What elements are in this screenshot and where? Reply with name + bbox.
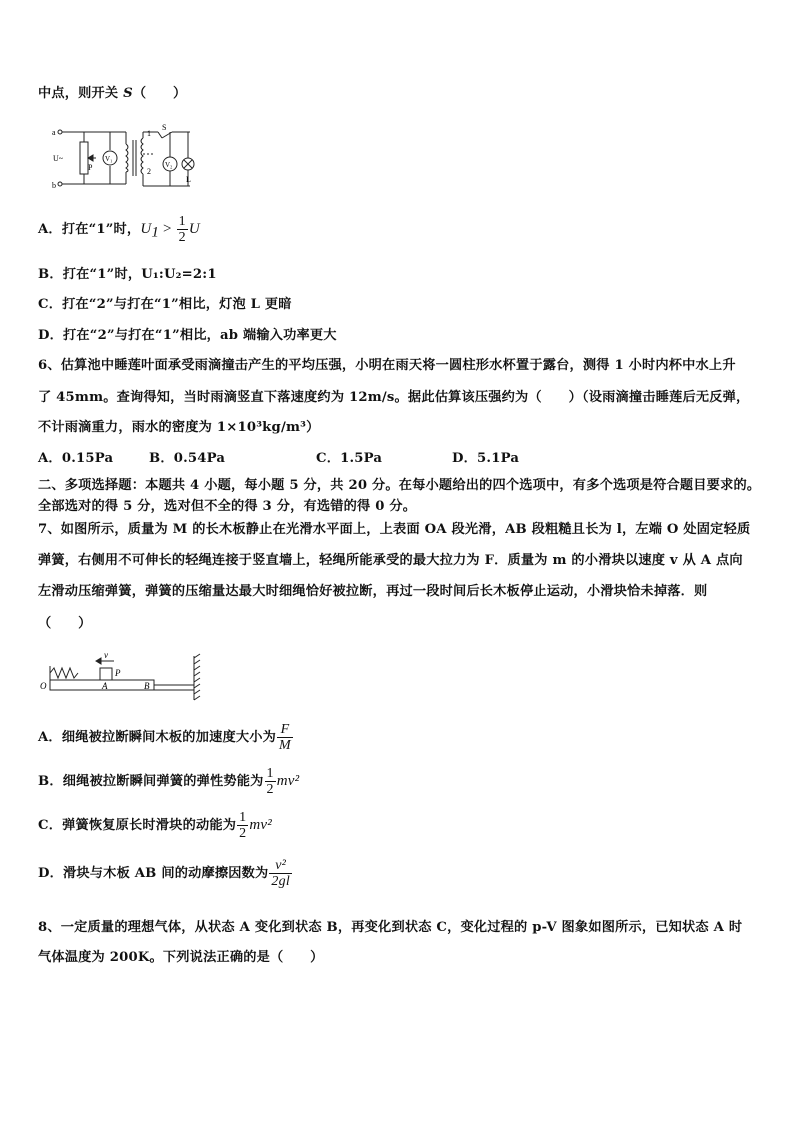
- q6-line3: 不计雨滴重力，雨水的密度为 1×10³kg/m³）: [38, 420, 320, 435]
- q5-stem: [38, 82, 186, 101]
- q7-option-c-num: 1: [239, 810, 247, 825]
- q7-line2: 弹簧，右侧用不可伸长的轻绳连接于竖直墙上，轻绳所能承受的最大拉力为 F．质量为 m 的小滑块以速度 v 从 A 点向: [38, 553, 743, 568]
- q7-option-a-num: F: [280, 722, 290, 737]
- q5-fig-label-u: U~: [53, 154, 64, 163]
- q7-option-d-num: v²: [275, 858, 287, 873]
- q5-stem-text: 中点，则开关: [38, 86, 124, 101]
- q7-fig-label-v: v: [104, 650, 108, 660]
- q7-option-b-den: 2: [266, 782, 274, 797]
- q5-option-a-text: A．打在“1”时，: [38, 222, 141, 237]
- q7-board-figure: [36, 644, 206, 704]
- q6-line1: 6、估算池中睡莲叶面承受雨滴撞击产生的平均压强，小明在雨天将一圆柱形水杯置于露台，测得 1 小时内杯中水上升: [38, 358, 736, 373]
- q7-option-b-num: 1: [266, 766, 274, 781]
- q5-fig-label-v2: V₂: [165, 161, 173, 169]
- q7-option-b-text: B．细绳被拉断瞬间弹簧的弹性势能为: [38, 774, 264, 789]
- q7-fig-label-a: A: [102, 681, 108, 691]
- q7-line4: （ ）: [38, 616, 92, 631]
- q5-option-d: D．打在“2”与打在“1”相比，ab 端输入功率更大: [38, 328, 337, 343]
- q7-fig-label-b: B: [144, 681, 150, 691]
- q5-option-a: [38, 214, 200, 245]
- q5-option-a-u: U: [140, 221, 152, 237]
- section2-line2: 全部选对的得 5 分，选对但不全的得 3 分，有选错的得 0 分。: [38, 499, 417, 514]
- q7-fig-label-p: P: [115, 668, 121, 678]
- q7-option-c-fraction: [237, 810, 248, 841]
- q7-option-d-fraction: [269, 858, 292, 889]
- q5-fig-label-p: P: [88, 163, 93, 172]
- q7-option-c-expr: mv²: [249, 817, 272, 833]
- q5-option-a-u2: U: [188, 221, 200, 237]
- q8-line2: 气体温度为 200K。下列说法正确的是（ ）: [38, 950, 324, 965]
- q7-option-b-expr: mv²: [276, 773, 300, 789]
- q6-option-a: A．0.15Pa: [38, 451, 114, 466]
- q6-option-d: D．5.1Pa: [452, 451, 520, 466]
- q7-option-b: [38, 766, 299, 797]
- q5-stem-var: S: [123, 86, 133, 101]
- q5-fig-label-v1: V₁: [105, 155, 113, 163]
- q5-fig-label-s: S: [162, 124, 167, 132]
- q7-option-d-text: D．滑块与木板 AB 间的动摩擦因数为: [38, 866, 269, 881]
- q5-fig-label-b: b: [52, 181, 56, 190]
- q5-option-a-gt: >: [159, 221, 176, 237]
- q7-option-a-den: M: [279, 738, 291, 753]
- q5-option-a-den: 2: [178, 230, 186, 245]
- q5-circuit-figure: [40, 124, 200, 194]
- q5-option-a-num: 1: [178, 214, 186, 229]
- q7-line1: 7、如图所示，质量为 M 的长木板静止在光滑水平面上，上表面 OA 段光滑，AB 段粗糙且长为 l，左端 O 处固定轻质: [38, 522, 751, 537]
- q7-option-c: [38, 810, 272, 841]
- q5-option-b: B．打在“1”时，U₁:U₂=2:1: [38, 267, 217, 282]
- q7-option-b-fraction: [265, 766, 276, 797]
- q7-option-c-den: 2: [239, 826, 247, 841]
- q5-stem-bracket: （ ）: [132, 86, 187, 101]
- q7-option-d: [38, 858, 293, 889]
- q5-option-c: C．打在“2”与打在“1”相比，灯泡 L 更暗: [38, 297, 292, 312]
- q5-fig-label-1: 1: [147, 129, 151, 138]
- q7-option-a-text: A．细绳被拉断瞬间木板的加速度大小为: [38, 730, 277, 745]
- q6-option-c: C．1.5Pa: [316, 451, 383, 466]
- q7-line3: 左滑动压缩弹簧，弹簧的压缩量达最大时细绳恰好被拉断，再过一段时间后长木板停止运动，小滑块恰未掉落．则: [38, 584, 708, 599]
- q5-fig-label-a: a: [52, 128, 56, 137]
- q6-option-b: B．0.54Pa: [149, 451, 226, 466]
- q5-option-a-sub: 1: [151, 224, 160, 241]
- q5-fig-label-2: 2: [147, 167, 151, 176]
- q7-fig-label-o: O: [40, 681, 47, 691]
- q7-option-a: [38, 722, 294, 753]
- q7-option-d-den: 2gl: [271, 874, 290, 889]
- section2-line1: 二、多项选择题：本题共 4 小题，每小题 5 分，共 20 分。在每小题给出的四个选项中，有多个选项是符合题目要求的。: [38, 478, 761, 493]
- q6-line2: 了 45mm。查询得知，当时雨滴竖直下落速度约为 12m/s。据此估算该压强约为（ ）（设雨滴撞击睡莲后无反弹，: [38, 390, 750, 405]
- q5-fig-label-l: L: [186, 175, 191, 184]
- q5-option-a-fraction: [177, 214, 188, 245]
- q7-option-c-text: C．弹簧恢复原长时滑块的动能为: [38, 818, 237, 833]
- q8-line1: 8、一定质量的理想气体，从状态 A 变化到状态 B，再变化到状态 C，变化过程的 p-V 图象如图所示，已知状态 A 时: [38, 920, 743, 935]
- q7-option-a-fraction: [277, 722, 293, 753]
